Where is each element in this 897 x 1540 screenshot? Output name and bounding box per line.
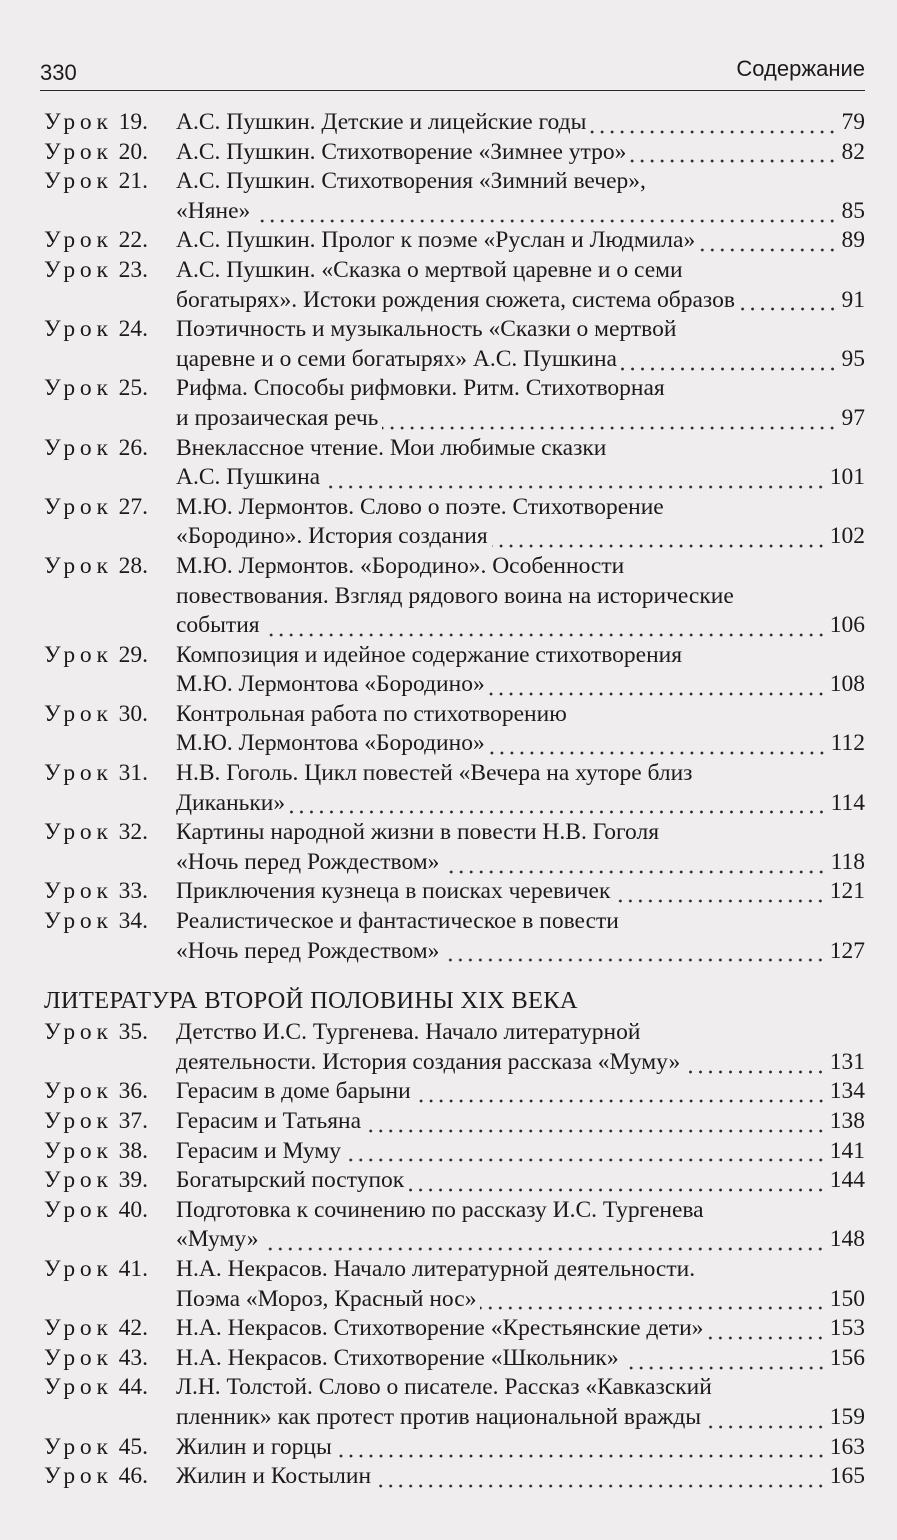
title-line: Н.А. Некрасов. Стихотворение «Школьник» (176, 1344, 619, 1371)
lesson-number: 38. (118, 1137, 148, 1164)
lesson-number: 35. (118, 1019, 148, 1046)
page-reference: 112 (830, 730, 865, 757)
title-last-line (176, 848, 865, 878)
title-line: «Няне» (176, 197, 251, 224)
title-line: М.Ю. Лермонтов. «Бородино». Особенности (176, 552, 625, 579)
lesson-label (44, 493, 176, 523)
title-line: Н.А. Некрасов. Начало литературной деятельности. (176, 1255, 696, 1282)
title-last-line (176, 937, 865, 967)
lesson-word: Урок (44, 434, 113, 461)
title-line: А.С. Пушкин. Стихотворение «Зимнее утро» (176, 138, 627, 165)
page-reference: 134 (829, 1078, 865, 1105)
toc-section (44, 986, 865, 1492)
title-line: Н.А. Некрасов. Стихотворение «Крестьянские дети» (176, 1315, 704, 1342)
title-line: Диканьки» (176, 789, 286, 816)
toc-entry (44, 1314, 865, 1344)
lesson-number: 32. (118, 819, 148, 846)
lesson-word: Урок (44, 819, 113, 846)
toc-entry (44, 1107, 865, 1137)
page-reference: 101 (829, 464, 865, 491)
title-last-line (176, 404, 865, 434)
toc-entry (44, 641, 865, 700)
title-last-line (176, 345, 865, 375)
lesson-number: 44. (118, 1374, 148, 1401)
page-reference: 114 (830, 789, 865, 816)
page-reference: 156 (829, 1344, 865, 1371)
title-line: богатырях». Истоки рождения сюжета, система образов (176, 286, 735, 313)
dot-leader (365, 1129, 826, 1133)
toc-entry (44, 1077, 865, 1107)
lesson-word: Урок (44, 1108, 113, 1134)
dot-leader (705, 1425, 826, 1429)
lesson-number: 30. (118, 700, 148, 727)
page-reference: 106 (829, 612, 865, 639)
lesson-label (44, 226, 176, 256)
lesson-number: 34. (118, 908, 148, 935)
dot-leader (345, 1158, 826, 1162)
dot-leader (707, 1336, 825, 1340)
lesson-number: 22. (118, 227, 148, 254)
page-reference: 159 (829, 1403, 865, 1430)
title-last-line (176, 670, 865, 700)
lesson-number: 45. (118, 1433, 148, 1460)
page-reference: 121 (829, 878, 865, 905)
title-line: Детство И.С. Тургенева. Начало литературной (176, 1019, 641, 1046)
page-reference: 131 (829, 1048, 865, 1075)
title-line: Контрольная работа по стихотворению (176, 700, 567, 727)
lesson-title (176, 877, 865, 907)
toc-entry (44, 1433, 865, 1463)
page-reference: 95 (841, 345, 865, 372)
lesson-word: Урок (44, 138, 113, 165)
lesson-word: Урок (44, 1255, 113, 1282)
title-line: деятельности. История создания рассказа «Муму» (176, 1048, 681, 1075)
title-last-line (176, 1285, 865, 1315)
dot-leader (480, 1306, 825, 1310)
page-reference: 102 (829, 523, 865, 550)
title-line: Л.Н. Толстой. Слово о писателе. Рассказ «Кавказский (176, 1374, 712, 1401)
toc-entry (44, 877, 865, 907)
title-last-line (176, 1077, 865, 1107)
toc-entry (44, 1344, 865, 1374)
lesson-number: 25. (118, 375, 148, 402)
lesson-word: Урок (44, 1137, 113, 1164)
lesson-label (44, 907, 176, 937)
lesson-title (176, 256, 865, 315)
title-last-line (176, 611, 865, 641)
lesson-word: Урок (44, 1196, 113, 1223)
lesson-word: Урок (44, 375, 113, 402)
toc-entry (44, 315, 865, 374)
dot-leader (375, 1484, 826, 1488)
dot-leader (336, 1454, 826, 1458)
dot-leader (739, 307, 838, 311)
lesson-number: 26. (118, 434, 148, 461)
lesson-label (44, 1166, 176, 1196)
dot-leader (489, 751, 827, 755)
title-line: М.Ю. Лермонтова «Бородино» (176, 730, 485, 757)
lesson-number: 37. (118, 1108, 148, 1134)
lesson-label (44, 256, 176, 286)
lesson-number: 20. (118, 138, 148, 165)
lesson-title (176, 226, 865, 256)
lesson-word: Урок (44, 316, 113, 343)
toc-entry (44, 256, 865, 315)
lesson-title (176, 1107, 865, 1137)
page-reference: 89 (841, 227, 865, 254)
title-line: Реалистическое и фантастическое в повести (176, 908, 619, 935)
page-reference: 153 (829, 1315, 865, 1342)
lesson-word: Урок (44, 168, 113, 195)
dot-leader (492, 544, 826, 548)
title-last-line (176, 1107, 865, 1137)
title-last-line (176, 1166, 865, 1196)
lesson-word: Урок (44, 760, 113, 787)
title-line: и прозаическая речь (176, 404, 379, 431)
toc-entry (44, 1196, 865, 1255)
lesson-label (44, 167, 176, 197)
lesson-label (44, 759, 176, 789)
lesson-number: 39. (118, 1167, 148, 1194)
lesson-label (44, 552, 176, 582)
lesson-label (44, 1196, 176, 1226)
title-last-line (176, 1403, 865, 1433)
page-reference: 138 (829, 1108, 865, 1134)
title-last-line (176, 1225, 865, 1255)
toc-entry (44, 1255, 865, 1314)
title-line: Богатырский поступок (176, 1167, 405, 1194)
title-line: Картины народной жизни в повести Н.В. Гоголя (176, 819, 660, 846)
page-reference: 97 (841, 404, 865, 431)
lesson-number: 42. (118, 1315, 148, 1342)
dot-leader (324, 485, 826, 489)
lesson-number: 28. (118, 552, 148, 579)
lesson-label (44, 1462, 176, 1492)
title-line: царевне и о семи богатырях» А.С. Пушкина (176, 345, 617, 372)
lesson-label (44, 1373, 176, 1403)
toc-entry (44, 1018, 865, 1077)
lesson-number: 31. (118, 760, 148, 787)
lesson-title (176, 1196, 865, 1255)
lesson-title (176, 818, 865, 877)
page-reference: 79 (841, 109, 865, 135)
toc-entry (44, 1137, 865, 1167)
lesson-word: Урок (44, 878, 113, 905)
title-last-line (176, 463, 865, 493)
title-line: Приключения кузнеца в поисках черевичек (176, 878, 611, 905)
page-reference: 148 (829, 1226, 865, 1253)
lesson-title (176, 493, 865, 552)
title-line: Поэтичность и музыкальность «Сказки о мертвой (176, 316, 677, 343)
toc-entry (44, 818, 865, 877)
lesson-title (176, 108, 865, 138)
title-line: «Бородино». История создания (176, 523, 488, 550)
toc-entry (44, 374, 865, 433)
section-heading: ЛИТЕРАТУРА ВТОРОЙ ПОЛОВИНЫ XIX ВЕКА (44, 987, 578, 1015)
lesson-title (176, 1077, 865, 1107)
page-reference: 82 (841, 138, 865, 165)
title-last-line (176, 1433, 865, 1463)
title-last-line (176, 226, 865, 256)
toc-entry (44, 226, 865, 256)
title-line: Жилин и Костылин (176, 1463, 372, 1490)
toc-entry (44, 108, 865, 138)
lesson-word: Урок (44, 256, 113, 283)
dot-leader (264, 633, 826, 637)
lesson-label (44, 138, 176, 168)
lesson-number: 46. (118, 1463, 148, 1490)
dot-leader (621, 367, 838, 371)
title-line: А.С. Пушкин. «Сказка о мертвой царевне и о семи (176, 256, 683, 283)
lesson-number: 19. (118, 109, 148, 135)
dot-leader (623, 1366, 826, 1370)
lesson-title (176, 138, 865, 168)
page-reference: 144 (829, 1167, 865, 1194)
lesson-word: Урок (44, 908, 113, 935)
lesson-number: 27. (118, 493, 148, 520)
dot-leader (443, 958, 825, 962)
title-line: Герасим и Татьяна (176, 1108, 362, 1134)
title-line: А.С. Пушкин. Пролог к поэме «Руслан и Людмила» (176, 227, 696, 254)
page-reference: 150 (829, 1285, 865, 1312)
lesson-title (176, 641, 865, 700)
lesson-title (176, 759, 865, 818)
dot-leader (254, 219, 837, 223)
dot-leader (614, 899, 825, 903)
title-last-line (176, 1137, 865, 1167)
lesson-word: Урок (44, 552, 113, 579)
lesson-word: Урок (44, 227, 113, 254)
title-line: «Ночь перед Рождеством» (176, 848, 440, 875)
lesson-title (176, 700, 865, 759)
dot-leader (415, 1099, 826, 1103)
title-last-line (176, 1314, 865, 1344)
lesson-label (44, 374, 176, 404)
toc-entry (44, 138, 865, 168)
dot-leader (590, 130, 837, 134)
lesson-label (44, 1018, 176, 1048)
dot-leader (289, 810, 826, 814)
title-line: Поэма «Мороз, Красный нос» (176, 1285, 477, 1312)
lesson-title (176, 1137, 865, 1167)
lesson-title (176, 374, 865, 433)
lesson-number: 29. (118, 641, 148, 668)
title-line: повествования. Взгляд рядового воина на исторические (176, 582, 734, 609)
dot-leader (630, 159, 837, 163)
title-last-line (176, 138, 865, 168)
lesson-word: Урок (44, 1167, 113, 1194)
lesson-word: Урок (44, 1315, 113, 1342)
lesson-word: Урок (44, 1374, 113, 1401)
title-line: «Муму» (176, 1226, 259, 1253)
lesson-label (44, 877, 176, 907)
title-last-line (176, 197, 865, 227)
lesson-title (176, 1344, 865, 1374)
toc-entry (44, 1462, 865, 1492)
lesson-title (176, 907, 865, 966)
lesson-label (44, 1107, 176, 1137)
title-line: Жилин и горцы (176, 1433, 332, 1460)
lesson-label (44, 1077, 176, 1107)
title-line: Герасим и Муму (176, 1137, 341, 1164)
title-line: пленник» как протест против национальной вражды (176, 1403, 702, 1430)
title-line: М.Ю. Лермонтова «Бородино» (176, 671, 485, 698)
lesson-title (176, 434, 865, 493)
lesson-number: 21. (118, 168, 148, 195)
title-line: А.С. Пушкин. Стихотворения «Зимний вечер», (176, 168, 646, 195)
lesson-number: 24. (118, 316, 148, 343)
lesson-number: 36. (118, 1078, 148, 1105)
dot-leader (408, 1188, 826, 1192)
page-reference: 85 (841, 197, 865, 224)
page-reference: 163 (829, 1433, 865, 1460)
page-reference: 127 (829, 937, 865, 964)
toc-entry (44, 1373, 865, 1432)
page-header (40, 52, 865, 91)
lesson-word: Урок (44, 1344, 113, 1371)
lesson-word: Урок (44, 1078, 113, 1105)
page-reference: 108 (829, 671, 865, 698)
lesson-title (176, 315, 865, 374)
dot-leader (443, 870, 826, 874)
title-line: А.С. Пушкина (176, 464, 321, 491)
lesson-label (44, 641, 176, 671)
lesson-label (44, 818, 176, 848)
toc-entry (44, 167, 865, 226)
lesson-title (176, 1255, 865, 1314)
title-last-line (176, 522, 865, 552)
lesson-title (176, 1373, 865, 1432)
page-number: 330 (40, 60, 77, 85)
lesson-word: Урок (44, 641, 113, 668)
lesson-word: Урок (44, 109, 113, 135)
dot-leader (382, 426, 837, 430)
table-of-contents (44, 108, 865, 1492)
page-reference: 118 (830, 848, 865, 875)
lesson-word: Урок (44, 493, 113, 520)
toc-section (44, 108, 865, 966)
lesson-label (44, 1255, 176, 1285)
toc-entry (44, 434, 865, 493)
lesson-word: Урок (44, 1433, 113, 1460)
page-reference: 141 (829, 1137, 865, 1164)
running-title: Содержание (736, 56, 865, 81)
lesson-number: 23. (118, 256, 148, 283)
dot-leader (489, 692, 826, 696)
lesson-number: 41. (118, 1255, 148, 1282)
title-line: Композиция и идейное содержание стихотворения (176, 641, 683, 668)
title-line: А.С. Пушкин. Детские и лицейские годы (176, 109, 587, 135)
page-reference: 91 (841, 286, 865, 313)
title-line: Рифма. Способы рифмовки. Ритм. Стихотворная (176, 375, 665, 402)
toc-entry (44, 700, 865, 759)
lesson-number: 43. (118, 1344, 148, 1371)
title-last-line (176, 286, 865, 316)
title-last-line (176, 729, 865, 759)
lesson-label (44, 1344, 176, 1374)
lesson-word: Урок (44, 1463, 113, 1490)
lesson-title (176, 1462, 865, 1492)
lesson-label (44, 1137, 176, 1167)
lesson-label (44, 315, 176, 345)
title-line: М.Ю. Лермонтов. Слово о поэте. Стихотворение (176, 493, 664, 520)
page-reference: 165 (829, 1463, 865, 1490)
title-line: Герасим в доме барыни (176, 1078, 411, 1105)
lesson-label (44, 700, 176, 730)
lesson-number: 40. (118, 1196, 148, 1223)
toc-entry (44, 1166, 865, 1196)
title-line: Н.В. Гоголь. Цикл повестей «Вечера на хуторе близ (176, 760, 693, 787)
lesson-word: Урок (44, 1019, 113, 1046)
toc-entry (44, 907, 865, 966)
title-line: «Ночь перед Рождеством» (176, 937, 440, 964)
lesson-label (44, 108, 176, 138)
toc-entry (44, 493, 865, 552)
dot-leader (262, 1247, 825, 1251)
dot-leader (684, 1070, 826, 1074)
lesson-label (44, 1314, 176, 1344)
title-last-line (176, 1048, 865, 1078)
title-last-line (176, 1462, 865, 1492)
title-last-line (176, 108, 865, 138)
toc-entry (44, 552, 865, 641)
lesson-title (176, 1433, 865, 1463)
title-line: Внеклассное чтение. Мои любимые сказки (176, 434, 607, 461)
title-last-line (176, 877, 865, 907)
title-last-line (176, 1344, 865, 1374)
lesson-label (44, 434, 176, 464)
lesson-title (176, 1166, 865, 1196)
lesson-number: 33. (118, 878, 148, 905)
lesson-word: Урок (44, 700, 113, 727)
toc-entry (44, 759, 865, 818)
lesson-title (176, 167, 865, 226)
lesson-title (176, 1018, 865, 1077)
lesson-title (176, 1314, 865, 1344)
title-last-line (176, 789, 865, 819)
title-line: Подготовка к сочинению по рассказу И.С. Тургенева (176, 1196, 704, 1223)
lesson-label (44, 1433, 176, 1463)
title-line: события (176, 612, 260, 639)
dot-leader (699, 248, 837, 252)
lesson-title (176, 552, 865, 641)
